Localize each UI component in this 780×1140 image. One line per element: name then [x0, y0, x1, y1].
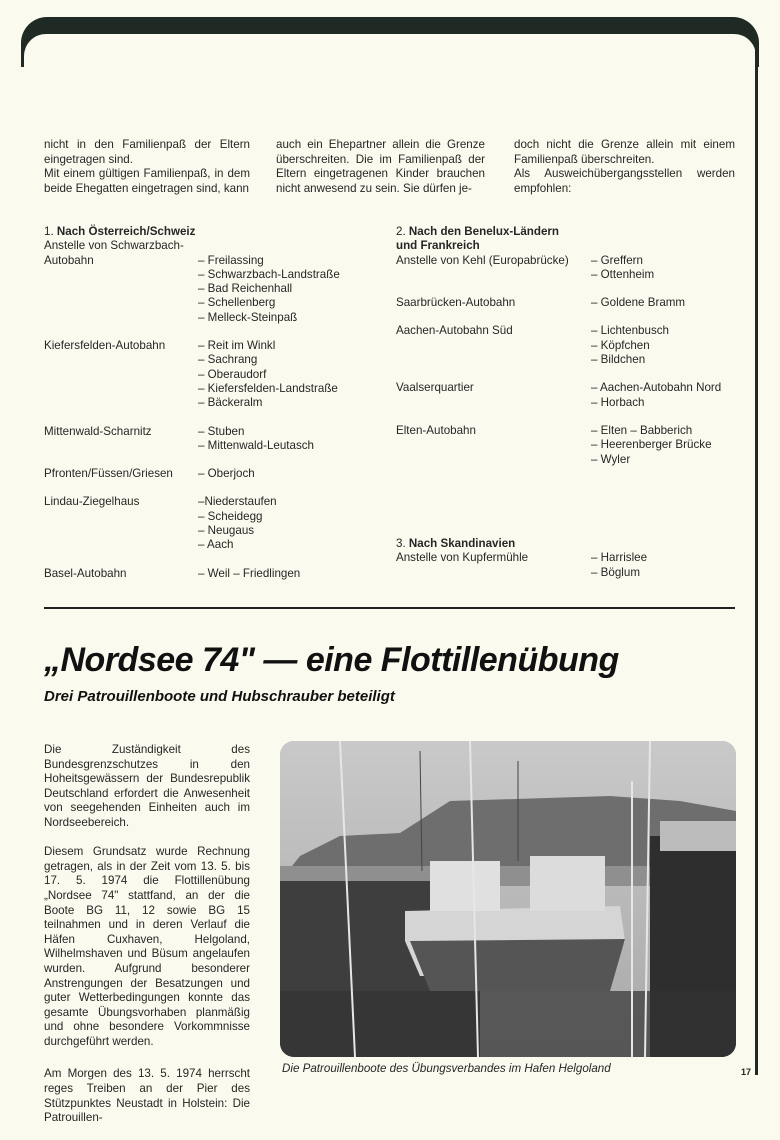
crossing-section — [44, 225, 340, 581]
article-paragraph: Am Morgen des 13. 5. 1974 herrscht reges Treiben an der Pier des Stützpunktes Neustadt in Holstein: Die Patrouillen- — [44, 1067, 250, 1125]
original-crossing: Anstelle von Kupfermühle — [396, 551, 529, 565]
crossing-group — [396, 296, 721, 310]
crossing-group — [44, 567, 340, 581]
alternative-crossing: – Melleck-Steinpaß — [198, 310, 298, 324]
original-crossing: Mittenwald-Scharnitz — [44, 424, 152, 438]
alternative-crossing: – Lichtenbusch — [591, 324, 669, 338]
original-crossing: Lindau-Ziegelhaus — [44, 495, 140, 509]
section-heading-line2: und Frankreich — [396, 239, 480, 253]
section-title-line2 — [396, 239, 721, 253]
section-title — [44, 225, 340, 239]
section-title — [396, 537, 647, 551]
alternative-crossing: – Stuben — [198, 424, 245, 438]
alternative-crossing: – Bäckeralm — [198, 396, 263, 410]
intro-paragraph: doch nicht die Grenze allein mit einem Familienpaß überschreiten. — [514, 138, 735, 166]
section-heading: Nach Österreich/Schweiz — [56, 225, 196, 238]
alternative-crossing: – Harrislee — [591, 551, 648, 565]
section-number: 2. — [396, 225, 406, 238]
alternative-crossings — [591, 296, 685, 310]
intro-column — [514, 138, 735, 196]
photo-caption: Die Patrouillenboote des Übungsverbandes im Hafen Helgoland — [282, 1062, 611, 1075]
alternative-crossings — [198, 239, 340, 325]
alternative-crossings — [591, 324, 669, 367]
alternative-crossing: – Mittenwald-Leutasch — [198, 438, 314, 452]
original-crossing: Aachen-Autobahn Süd — [396, 324, 513, 338]
intro-paragraph: auch ein Ehepartner allein die Grenze überschreiten. Die im Familienpaß der Eltern eingetragenen Kinder brauchen nicht anwesend zu sein. Sie dürfen je- — [276, 138, 485, 195]
alternative-crossing: – Wyler — [591, 452, 631, 466]
section-divider — [44, 607, 735, 609]
alternative-crossing: – Elten – Babberich — [591, 423, 693, 437]
alternative-crossings — [198, 339, 338, 410]
intro-column — [44, 138, 250, 196]
page-frame-right-line — [755, 40, 758, 1075]
section-heading: Nach den Benelux-Ländern — [408, 225, 560, 238]
alternative-crossing: – Aach — [198, 538, 234, 552]
alternative-crossing: – Schellenberg — [198, 296, 276, 310]
article-subheadline: Drei Patrouillenboote und Hubschrauber beteiligt — [44, 688, 395, 705]
intro-paragraph: Mit einem gültigen Familienpaß, in dem beide Ehegatten eingetragen sind, kann — [44, 167, 250, 195]
intro-column — [276, 138, 485, 196]
alternative-crossing: – Freilassing — [198, 253, 264, 267]
alternative-crossing: –Niederstaufen — [198, 495, 277, 509]
article-paragraph: Diesem Grundsatz wurde Rechnung getragen, als in der Zeit vom 13. 5. bis 17. 5. 1974 die Flottillenübung „Nordsee 74" stattfand, an der die Boote BG 11, 12 sowie BG 15 teilnahmen und in deren Verlauf die Häfen Cuxhaven, Helgoland, Wilhelmshaven und Büsum angelaufen wurden. Aufgrund besonderer Anstrengungen der Besatzungen und guter Wetterbedingungen konnte das gesamte Übungsvorhaben planmäßig und ohne besondere Vorkommnisse durchgeführt werden. — [44, 845, 250, 1048]
crossing-group — [44, 425, 340, 454]
alternative-crossing: – Bad Reichenhall — [198, 282, 293, 296]
intro-paragraph: nicht in den Familienpaß der Eltern eingetragen sind. — [44, 138, 250, 166]
harbor-photo — [280, 741, 736, 1057]
alternative-crossings — [198, 495, 277, 552]
alternative-crossing: – Oberjoch — [198, 467, 255, 481]
original-crossing: Basel-Autobahn — [44, 566, 127, 580]
alternative-crossing: – Goldene Bramm — [591, 296, 686, 310]
alternative-crossing: – Heerenberger Brücke — [591, 438, 712, 452]
alternative-crossing: – Scheidegg — [198, 509, 263, 523]
page-number: 17 — [741, 1067, 752, 1077]
crossing-group — [396, 324, 721, 367]
alternative-crossing: – Köpfchen — [591, 338, 650, 352]
intro-paragraph: Als Ausweichübergangsstellen werden empfohlen: — [514, 167, 735, 195]
alternative-crossings — [591, 254, 654, 283]
crossing-group — [44, 495, 340, 552]
alternative-crossing: – Böglum — [591, 565, 640, 579]
alternative-crossings — [198, 467, 255, 481]
crossing-group — [396, 551, 647, 580]
original-crossing: Vaalserquartier — [396, 381, 474, 395]
original-crossing: Anstelle von Kehl (Europabrücke) — [396, 253, 569, 267]
crossing-section — [396, 225, 721, 467]
original-crossing: Pfronten/Füssen/Griesen — [44, 467, 173, 481]
section-title — [396, 225, 721, 239]
alternative-crossing: – Aachen-Autobahn Nord — [591, 381, 722, 395]
alternative-crossing: – Greffern — [591, 253, 643, 267]
alternative-crossing: – Ottenheim — [591, 267, 655, 281]
alternative-crossings — [198, 425, 314, 454]
article-headline: „Nordsee 74" — eine Flottillenübung — [44, 641, 619, 679]
section-number: 3. — [396, 537, 406, 550]
crossing-group — [396, 381, 721, 410]
alternative-crossing: – Oberaudorf — [198, 367, 267, 381]
alternative-crossings — [591, 381, 721, 410]
alternative-crossings — [198, 567, 300, 581]
section-heading: Nach Skandinavien — [408, 537, 516, 550]
section-number: 1. — [44, 225, 54, 238]
alternative-crossings — [591, 551, 647, 580]
crossing-group — [44, 239, 340, 325]
alternative-crossings — [591, 424, 712, 467]
alternative-crossing: – Weil – Friedlingen — [198, 566, 301, 580]
crossing-group — [44, 467, 340, 481]
original-crossing: Elten-Autobahn — [396, 423, 476, 437]
article-body — [44, 743, 250, 1140]
alternative-crossing: – Sachrang — [198, 353, 258, 367]
crossing-group — [396, 254, 721, 283]
alternative-crossing: – Schwarzbach-Landstraße — [198, 267, 340, 281]
original-crossing: Saarbrücken-Autobahn — [396, 296, 516, 310]
alternative-crossing: – Horbach — [591, 395, 645, 409]
original-crossing: Anstelle von Schwarzbach- Autobahn — [44, 239, 184, 267]
alternative-crossing: – Kiefersfelden-Landstraße — [198, 381, 338, 395]
alternative-crossing: – Reit im Winkl — [198, 339, 276, 353]
original-crossing: Kiefersfelden-Autobahn — [44, 339, 166, 353]
alternative-crossing: – Neugaus — [198, 524, 255, 538]
article-paragraph: Die Zuständigkeit des Bundesgrenzschutzes in den Hoheitsgewässern der Bundesrepublik Deutschland erfordert die Anwesenheit von seegehenden Einheiten auch im Nordseebereich. — [44, 743, 250, 829]
alternative-crossing: – Bildchen — [591, 353, 646, 367]
crossing-group — [396, 424, 721, 467]
crossing-group — [44, 339, 340, 410]
crossing-section — [396, 537, 647, 580]
